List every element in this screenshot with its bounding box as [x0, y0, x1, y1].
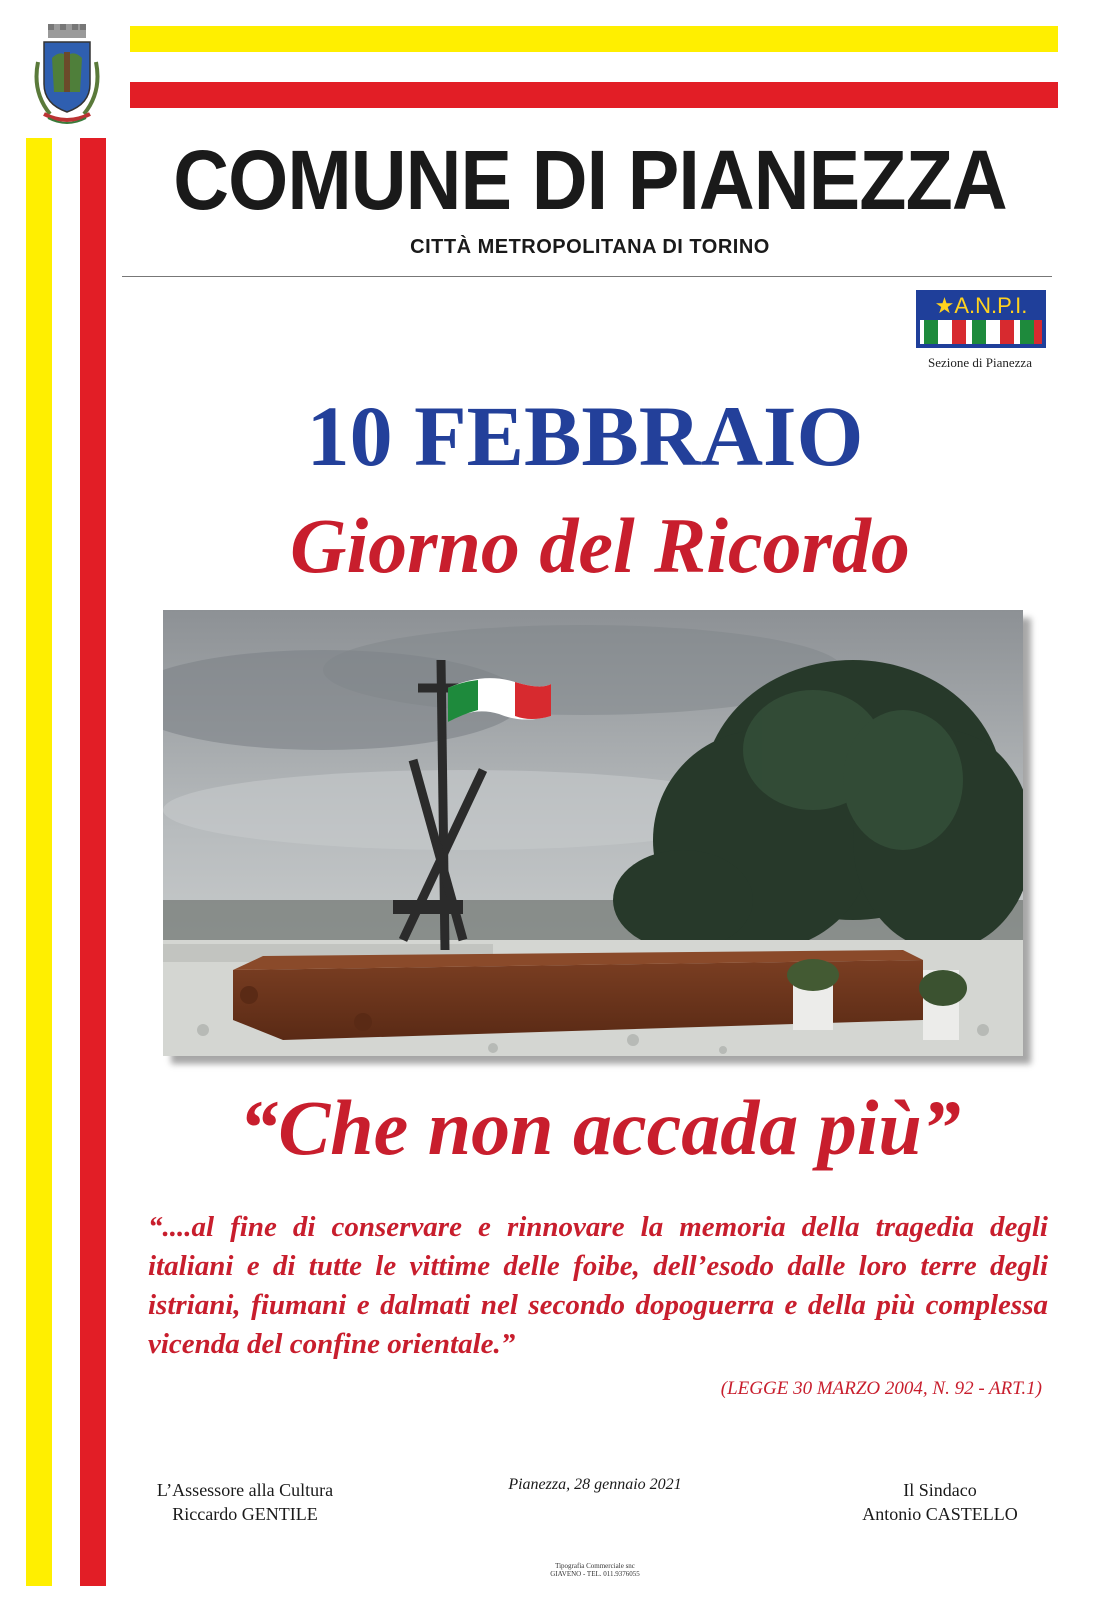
left-red-stripe	[80, 138, 106, 1586]
event-name: Giorno del Ricordo	[290, 502, 910, 589]
printer-name: Tipografia Commerciale snc	[555, 1562, 635, 1570]
left-yellow-stripe	[26, 138, 52, 1586]
anpi-logo-graphic	[916, 290, 1046, 348]
signature-sindaco	[830, 1478, 1050, 1526]
signature-assessore	[130, 1478, 360, 1526]
law-reference: (LEGGE 30 MARZO 2004, N. 92 - ART.1)	[720, 1378, 1042, 1399]
anpi-logo-text: ★A.N.P.I.	[934, 293, 1028, 318]
top-red-stripe	[130, 82, 1058, 108]
anpi-caption: Sezione di Pianezza	[928, 355, 1032, 370]
place-date: Pianezza, 28 gennaio 2021	[508, 1476, 682, 1493]
assessore-role: L’Assessore alla Cultura	[156, 1480, 334, 1500]
printer-contact: GIAVENO - TEL. 011.9376055	[550, 1570, 640, 1578]
memorial-photo	[163, 610, 1023, 1056]
top-yellow-stripe	[130, 26, 1058, 52]
header-divider	[122, 276, 1052, 277]
event-date: 10 FEBBRAIO	[306, 388, 864, 484]
page-subtitle: CITTÀ METROPOLITANA DI TORINO	[410, 236, 770, 258]
anpi-logo	[916, 290, 1046, 348]
coat-of-arms-icon	[30, 22, 104, 126]
law-quote: “....al fine di conservare e rinnovare la memoria della tragedia degli italiani e di tutte le vittime delle foibe, dell’esodo dalle loro terre degli istriani, fiumani e dalmati nel secondo dopoguerra e della più complessa vicenda del confine orientale.”	[148, 1211, 1048, 1360]
page-title: COMUNE DI PIANEZZA	[173, 133, 1007, 227]
sindaco-role: Il Sindaco	[903, 1480, 977, 1500]
printer-credit	[470, 1562, 720, 1578]
motto: “Che non accada più”	[239, 1084, 961, 1171]
sindaco-name: Antonio CASTELLO	[862, 1504, 1018, 1524]
assessore-name: Riccardo GENTILE	[172, 1504, 318, 1524]
